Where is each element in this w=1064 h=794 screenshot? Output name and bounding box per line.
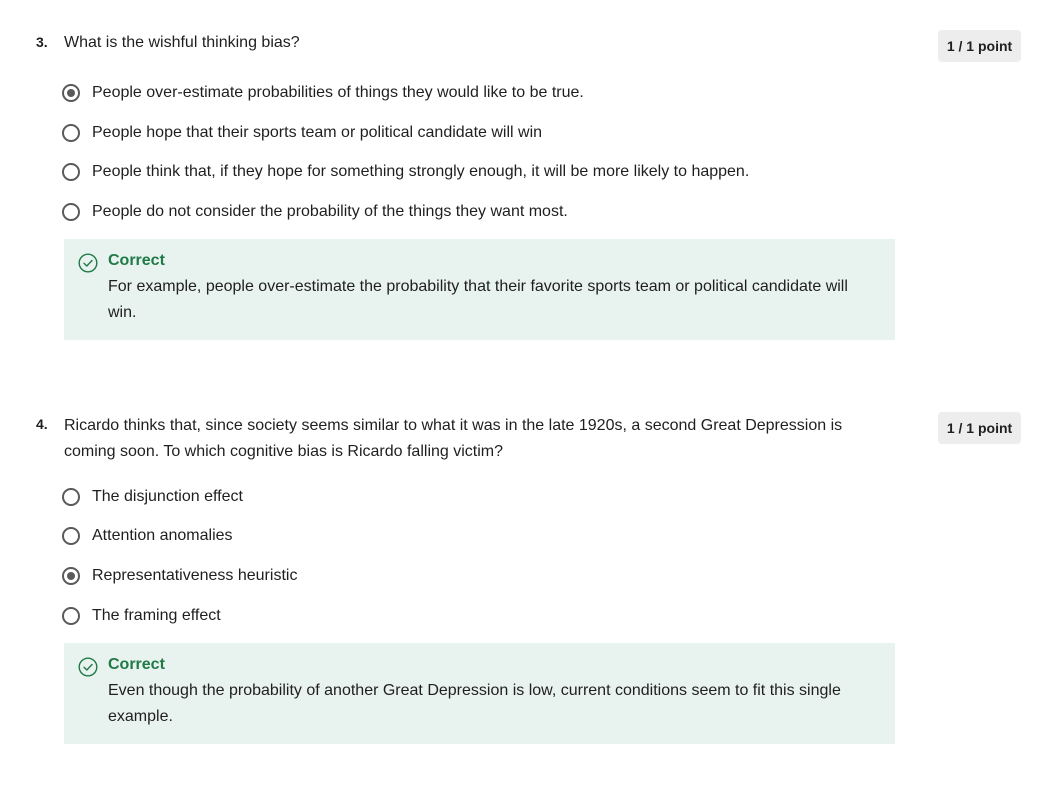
answer-label: Representativeness heuristic — [92, 567, 298, 584]
feedback-title: Correct — [108, 656, 165, 673]
radio-button[interactable] — [62, 527, 80, 545]
answer-option[interactable] — [62, 523, 233, 549]
answer-label: People think that, if they hope for something strongly enough, it will be more likely to happen. — [92, 163, 750, 180]
radio-button-selected[interactable] — [62, 567, 80, 585]
check-circle-icon — [78, 253, 98, 273]
answer-label: People do not consider the probability of the things they want most. — [92, 203, 568, 220]
question-number: 4. — [36, 416, 48, 432]
radio-button[interactable] — [62, 488, 80, 506]
answer-option[interactable] — [62, 563, 297, 589]
answer-option[interactable] — [62, 484, 243, 510]
points-badge: 1 / 1 point — [938, 412, 1021, 444]
feedback-text: For example, people over-estimate the probability that their favorite sports team or political candidate will win. — [108, 278, 848, 321]
points-badge: 1 / 1 point — [938, 30, 1021, 62]
radio-button[interactable] — [62, 124, 80, 142]
question-text: What is the wishful thinking bias? — [64, 34, 300, 51]
check-circle-icon — [78, 657, 98, 677]
radio-button[interactable] — [62, 203, 80, 221]
answer-option[interactable] — [62, 199, 568, 225]
answer-label: People hope that their sports team or political candidate will win — [92, 124, 543, 141]
feedback-correct — [64, 239, 895, 340]
question-text: Ricardo thinks that, since society seems similar to what it was in the late 1920s, a second Great Depression is coming soon. To which cognitive bias is Ricardo falling victim? — [64, 417, 843, 460]
answer-option[interactable] — [62, 159, 749, 185]
answer-option[interactable] — [62, 603, 221, 629]
answer-option[interactable] — [62, 120, 542, 146]
answer-label: The disjunction effect — [92, 488, 243, 505]
feedback-text: Even though the probability of another Great Depression is low, current conditions seem to fit this single example. — [108, 682, 841, 725]
question-number: 3. — [36, 34, 48, 50]
answer-option[interactable] — [62, 80, 584, 106]
answer-label: The framing effect — [92, 607, 221, 624]
radio-button-selected[interactable] — [62, 84, 80, 102]
answer-label: People over-estimate probabilities of things they would like to be true. — [92, 84, 584, 101]
radio-button[interactable] — [62, 163, 80, 181]
radio-button[interactable] — [62, 607, 80, 625]
answer-label: Attention anomalies — [92, 527, 233, 544]
feedback-title: Correct — [108, 252, 165, 269]
feedback-correct — [64, 643, 895, 744]
